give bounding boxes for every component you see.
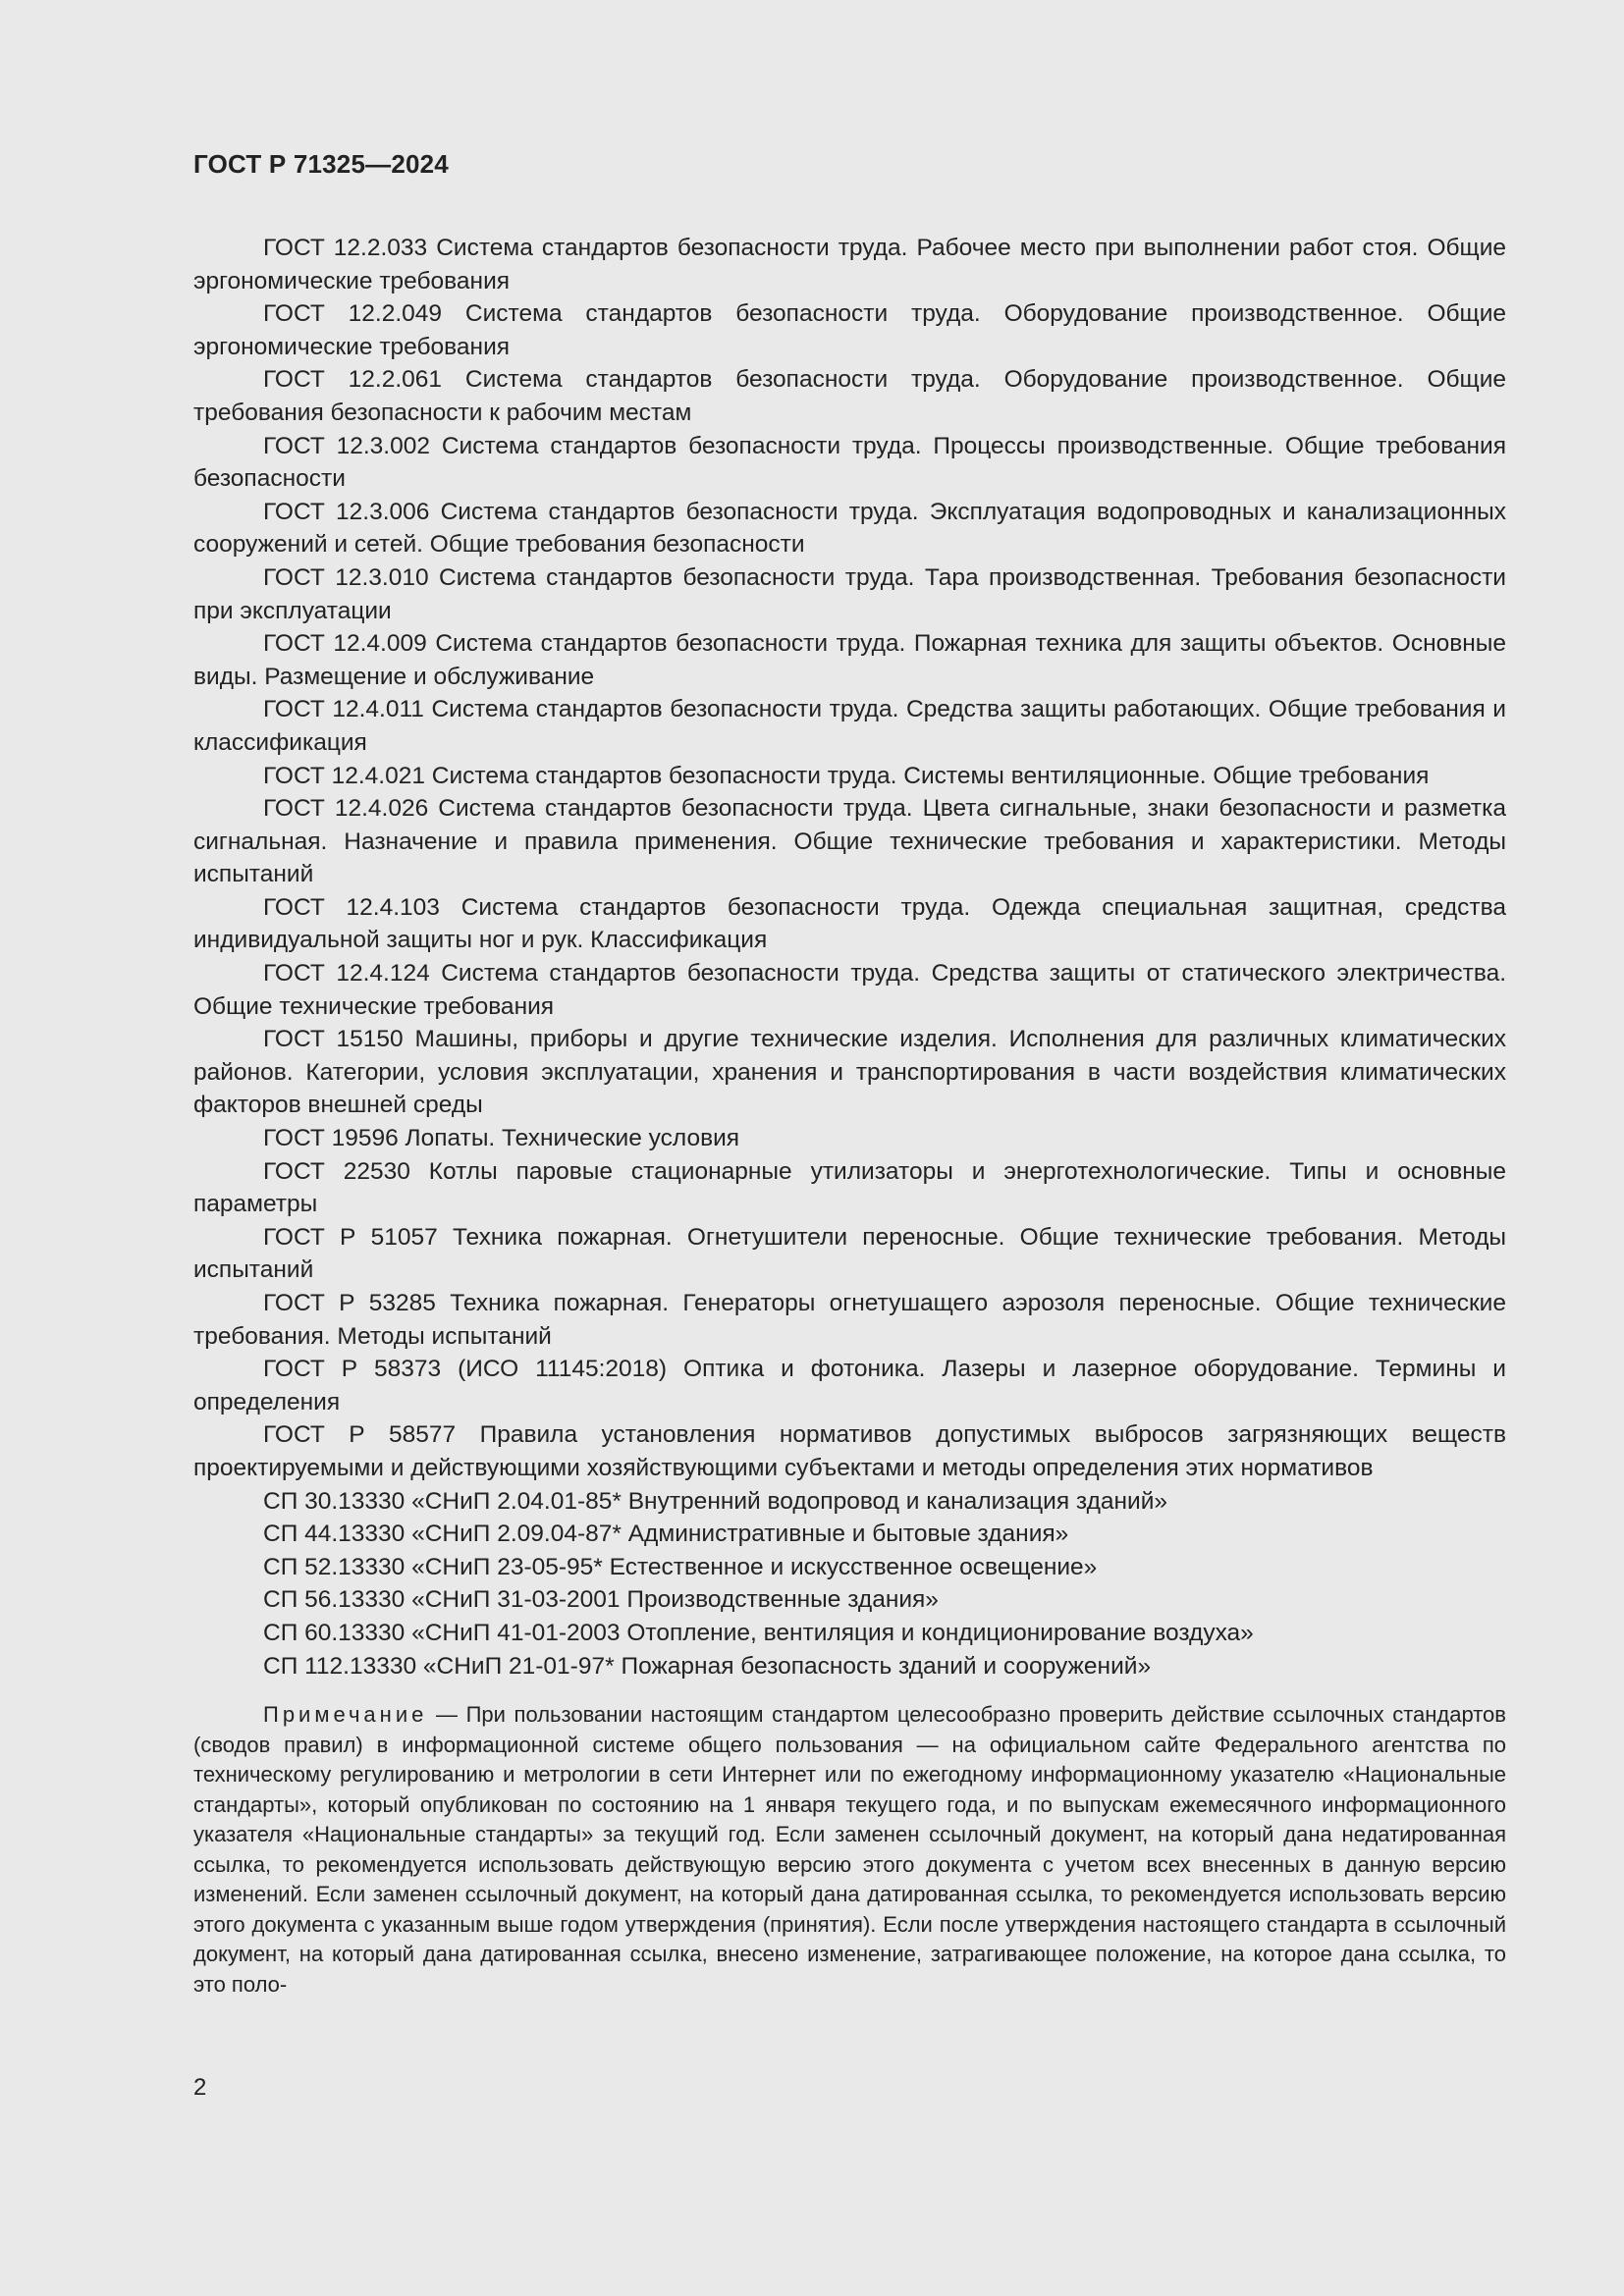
reference-code: ГОСТ Р 58577 bbox=[263, 1421, 457, 1449]
reference-title: Система стандартов безопасности труда. Оборудование производственное. Общие требования безопасности к рабочим местам bbox=[193, 366, 1507, 426]
reference-item bbox=[193, 693, 1506, 759]
reference-code: ГОСТ Р 51057 bbox=[263, 1223, 438, 1251]
reference-code: СП 30.13330 «СНиП 2.04.01-85* bbox=[263, 1487, 622, 1515]
reference-code: ГОСТ 12.2.033 bbox=[263, 235, 428, 261]
reference-code: ГОСТ 12.4.124 bbox=[263, 960, 430, 988]
reference-code: ГОСТ 22530 bbox=[263, 1157, 410, 1185]
reference-item bbox=[193, 1583, 1506, 1617]
reference-title: Система стандартов безопасности труда. Средства защиты от статического электричества. Общие технические требования bbox=[193, 960, 1507, 1020]
reference-item bbox=[193, 297, 1506, 363]
reference-title: Система стандартов безопасности труда. Оборудование производственное. Общие эргономические требования bbox=[193, 300, 1507, 360]
reference-title: Техника пожарная. Генераторы огнетушащего аэрозоля переносные. Общие технические требования. Методы испытаний bbox=[193, 1290, 1506, 1350]
reference-code: ГОСТ 12.2.061 bbox=[263, 366, 443, 394]
reference-item bbox=[193, 1485, 1506, 1519]
reference-title: Внутренний водопровод и канализация зданий» bbox=[627, 1487, 1168, 1515]
reference-title: Отопление, вентиляция и кондиционирование воздуха» bbox=[626, 1619, 1254, 1646]
reference-title: Система стандартов безопасности труда. Одежда специальная защитная, средства индивидуальной защиты ног и рук. Классификация bbox=[193, 893, 1506, 954]
reference-item bbox=[193, 1650, 1506, 1683]
reference-code: ГОСТ 12.4.011 bbox=[263, 696, 424, 723]
document-page bbox=[193, 147, 1506, 2021]
document-header: ГОСТ Р 71325—2024 bbox=[193, 149, 449, 179]
reference-item bbox=[193, 363, 1506, 429]
reference-title: Лопаты. Технические условия bbox=[405, 1125, 740, 1152]
reference-item bbox=[193, 1418, 1506, 1484]
reference-item bbox=[193, 1023, 1506, 1122]
reference-item bbox=[193, 496, 1506, 561]
reference-item bbox=[193, 627, 1506, 693]
reference-item bbox=[193, 1617, 1506, 1650]
reference-code: ГОСТ 12.3.006 bbox=[263, 498, 430, 525]
reference-code: СП 52.13330 «СНиП 23-05-95* bbox=[263, 1553, 603, 1580]
reference-title: Котлы паровые стационарные утилизаторы и энерготехнологические. Типы и основные параметры bbox=[193, 1157, 1507, 1218]
reference-title: Система стандартов безопасности труда. Цвета сигнальные, знаки безопасности и разметка сигнальная. Назначение и правила применения. Общие технические требования и характеристики. Методы испытаний bbox=[193, 795, 1507, 888]
reference-item bbox=[193, 1353, 1506, 1418]
reference-title: Система стандартов безопасности труда. Рабочее место при выполнении работ стоя. Общие эргономические требования bbox=[193, 235, 1507, 294]
reference-item bbox=[193, 561, 1506, 627]
reference-title: Оптика и фотоника. Лазеры и лазерное оборудование. Термины и определения bbox=[193, 1356, 1506, 1415]
reference-code: ГОСТ 12.2.049 bbox=[263, 300, 443, 328]
reference-code: ГОСТ 12.3.002 bbox=[263, 432, 430, 459]
reference-code: ГОСТ 15150 bbox=[263, 1026, 404, 1053]
reference-code: СП 56.13330 «СНиП 31-03-2001 bbox=[263, 1586, 621, 1614]
reference-code: ГОСТ Р 58373 (ИСО 11145:2018) bbox=[263, 1356, 668, 1383]
page-number: 2 bbox=[193, 2074, 207, 2101]
reference-title: Машины, приборы и другие технические изделия. Исполнения для различных климатических районов. Категории, условия эксплуатации, хранения и транспортирования в части воздействия климатических факторов внешней среды bbox=[193, 1026, 1507, 1119]
note-label: Примечание bbox=[263, 1702, 428, 1728]
reference-title: Правила установления нормативов допустимых выбросов загрязняющих веществ проектируемыми и действующими хозяйствующими субъектами и методы определения этих нормативов bbox=[193, 1421, 1506, 1481]
reference-item bbox=[193, 232, 1506, 297]
reference-title: Административные и бытовые здания» bbox=[627, 1521, 1069, 1548]
reference-item bbox=[193, 792, 1506, 891]
reference-title: Естественное и искусственное освещение» bbox=[609, 1553, 1098, 1580]
reference-code: ГОСТ 12.4.026 bbox=[263, 795, 429, 823]
reference-code: ГОСТ 12.4.021 bbox=[263, 762, 425, 789]
reference-code: СП 60.13330 «СНиП 41-01-2003 bbox=[263, 1619, 621, 1646]
reference-item bbox=[193, 1551, 1506, 1584]
reference-item bbox=[193, 760, 1506, 793]
note-text: — При пользовании настоящим стандартом целесообразно проверить действие ссылочных стандартов (сводов правил) в информационной системе общего пользования — на официальном сайте Федерального агентства по техническому регулированию и метрологии в сети Интернет или по ежегодному информационному указателю «Национальные стандарты», который опубликован по состоянию на 1 января текущего года, и по выпускам ежемесячного информационного указателя «Национальные стандарты» за текущий год. Если заменен ссылочный документ, на который дана недатированная ссылка, то рекомендуется использовать действующую версию этого документа с учетом всех внесенных в данную версию изменений. Если заменен ссылочный документ, на который дана датированная ссылка, то рекомендуется использовать версию этого документа с указанным выше годом утверждения (принятия). Если после утверждения настоящего стандарта в ссылочный документ, на который дана датированная ссылка, внесено изменение, затрагивающее положение, на которое дана ссылка, то это поло- bbox=[193, 1702, 1506, 1997]
normative-references-list bbox=[193, 232, 1506, 1682]
reference-title: Техника пожарная. Огнетушители переносные. Общие технические требования. Методы испытаний bbox=[193, 1223, 1506, 1284]
reference-title: Система стандартов безопасности труда. Системы вентиляционные. Общие требования bbox=[431, 762, 1430, 789]
reference-item bbox=[193, 957, 1506, 1023]
reference-code: СП 112.13330 «СНиП 21-01-97* bbox=[263, 1652, 615, 1680]
reference-title: Пожарная безопасность зданий и сооружений» bbox=[621, 1652, 1152, 1680]
reference-code: ГОСТ 19596 bbox=[263, 1125, 399, 1152]
reference-title: Система стандартов безопасности труда. Эксплуатация водопроводных и канализационных сооружений и сетей. Общие требования безопасности bbox=[193, 498, 1507, 559]
reference-title: Система стандартов безопасности труда. Средства защиты работающих. Общие требования и классификация bbox=[193, 696, 1506, 756]
note-paragraph bbox=[193, 1700, 1506, 2000]
reference-item bbox=[193, 1287, 1506, 1353]
reference-code: ГОСТ 12.4.009 bbox=[263, 630, 427, 658]
reference-code: СП 44.13330 «СНиП 2.09.04-87* bbox=[263, 1521, 622, 1548]
reference-title: Система стандартов безопасности труда. Тара производственная. Требования безопасности при эксплуатации bbox=[193, 563, 1506, 624]
reference-title: Производственные здания» bbox=[626, 1586, 939, 1614]
reference-item bbox=[193, 891, 1506, 957]
reference-code: ГОСТ 12.3.010 bbox=[263, 563, 429, 591]
reference-item bbox=[193, 1155, 1506, 1221]
reference-title: Система стандартов безопасности труда. Процессы производственные. Общие требования безопасности bbox=[193, 432, 1507, 493]
reference-item bbox=[193, 430, 1506, 496]
reference-title: Система стандартов безопасности труда. Пожарная техника для защиты объектов. Основные виды. Размещение и обслуживание bbox=[193, 630, 1507, 690]
reference-item bbox=[193, 1221, 1506, 1287]
reference-code: ГОСТ 12.4.103 bbox=[263, 893, 440, 921]
reference-item bbox=[193, 1518, 1506, 1551]
reference-code: ГОСТ Р 53285 bbox=[263, 1290, 436, 1316]
reference-item bbox=[193, 1122, 1506, 1155]
